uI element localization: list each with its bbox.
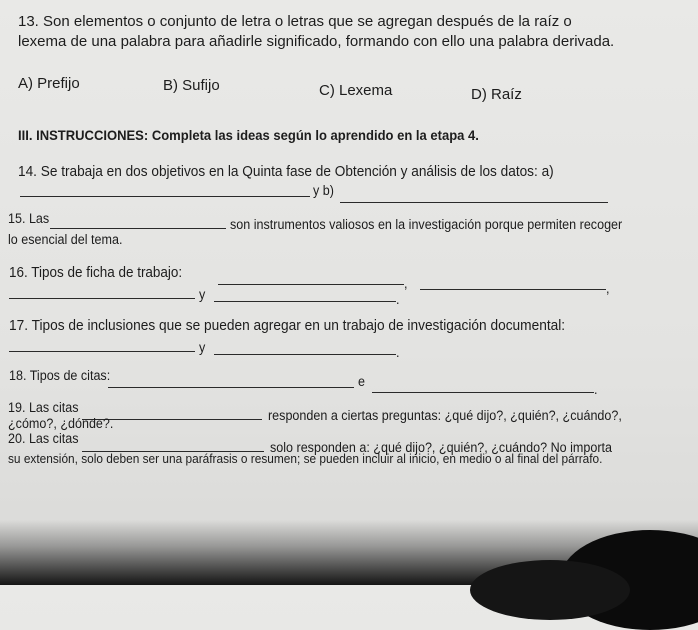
- q15-blank[interactable]: [50, 228, 226, 229]
- section-heading: III. INSTRUCCIONES: Completa las ideas según lo aprendido en la etapa 4.: [18, 127, 479, 143]
- q17-mid-text: y: [199, 340, 206, 355]
- q18-end: .: [594, 382, 598, 397]
- q15-rest: son instrumentos valiosos en la investigación porque permiten recoger: [230, 217, 623, 232]
- q17-blank-1[interactable]: [9, 351, 195, 352]
- q20-line-2: su extensión, solo deben ser una paráfrasis o resumen; se pueden incluir al inicio, en medio o al final del párrafo.: [8, 451, 603, 466]
- q16-blank-1[interactable]: [218, 284, 404, 285]
- q16-blank-2[interactable]: [420, 289, 606, 290]
- q18-start: 18. Tipos de citas:: [9, 368, 111, 383]
- q16-start: 16. Tipos de ficha de trabajo:: [9, 265, 183, 281]
- q14-blank-a[interactable]: [20, 196, 310, 197]
- q13-option-c: C) Lexema: [319, 82, 393, 99]
- dark-corner-shape-2: [470, 560, 630, 620]
- q14-mid-text: y b): [313, 183, 334, 198]
- q14-line-1: 14. Se trabaja en dos objetivos en la Quinta fase de Obtención y análisis de los datos: a): [18, 164, 554, 180]
- q16-end: .: [396, 292, 400, 307]
- q16-comma-2: ,: [606, 281, 610, 296]
- q15-start: 15. Las: [8, 211, 50, 226]
- q18-blank-1[interactable]: [108, 387, 354, 388]
- q16-mid-text: y: [199, 287, 206, 302]
- q13-option-b: B) Sufijo: [163, 77, 220, 94]
- q19-rest: responden a ciertas preguntas: ¿qué dijo?, ¿quién?, ¿cuándo?,: [268, 408, 622, 423]
- q18-blank-2[interactable]: [372, 392, 594, 393]
- q16-comma-1: ,: [404, 276, 408, 291]
- q13-option-d: D) Raíz: [471, 86, 522, 103]
- q16-blank-3[interactable]: [9, 298, 195, 299]
- q15-line-2: lo esencial del tema.: [8, 232, 123, 247]
- q20-rest: solo responden a: ¿qué dijo?, ¿quién?, ¿cuándo? No importa: [270, 440, 612, 455]
- q17-end: .: [396, 345, 400, 360]
- q14-blank-b[interactable]: [340, 202, 608, 203]
- q17-blank-2[interactable]: [214, 354, 396, 355]
- q19-start: 19. Las citas: [8, 400, 79, 415]
- q13-line-2: lexema de una palabra para añadirle significado, formando con ello una palabra derivada.: [18, 33, 615, 50]
- q17-line-1: 17. Tipos de inclusiones que se pueden agregar en un trabajo de investigación documental:: [9, 318, 566, 334]
- q18-mid-text: e: [358, 374, 365, 389]
- q20-start: 20. Las citas: [8, 431, 79, 446]
- q13-line-1: 13. Son elementos o conjunto de letra o letras que se agregan después de la raíz o: [18, 13, 572, 30]
- q13-option-a: A) Prefijo: [18, 75, 80, 92]
- q19-line-2: ¿cómo?, ¿dónde?.: [8, 416, 114, 431]
- q16-blank-4[interactable]: [214, 301, 396, 302]
